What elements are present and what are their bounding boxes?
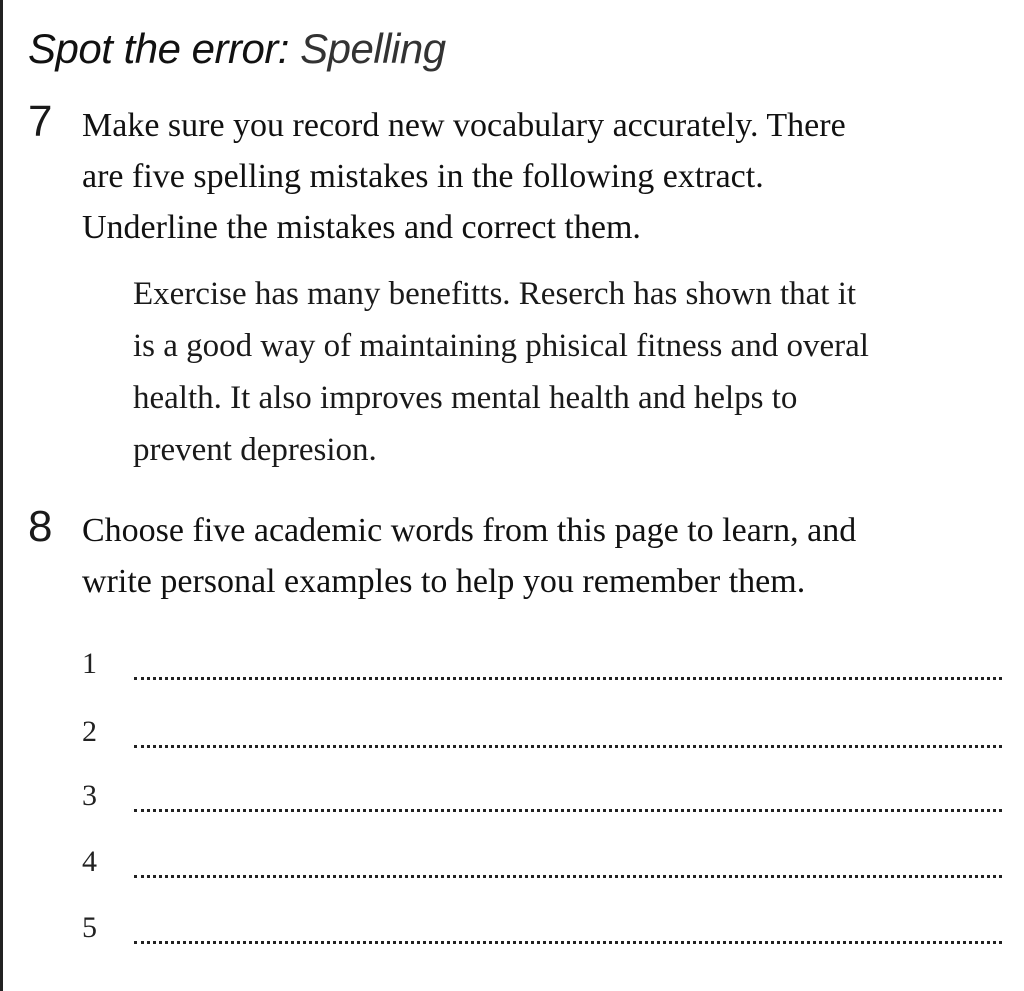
question-7-text <box>82 100 1012 253</box>
dotted-answer-line[interactable] <box>134 941 1002 944</box>
dotted-answer-line[interactable] <box>134 745 1002 748</box>
answer-number: 5 <box>82 911 97 944</box>
question-7-line: are five spelling mistakes in the following extract. <box>82 158 764 195</box>
dotted-answer-line[interactable] <box>134 677 1002 680</box>
dotted-answer-line[interactable] <box>134 875 1002 878</box>
dotted-answer-line[interactable] <box>134 809 1002 812</box>
question-7-line: Make sure you record new vocabulary accurately. There <box>82 107 846 144</box>
answer-line-2[interactable] <box>82 712 1002 752</box>
heading-topic: Spelling <box>300 25 446 72</box>
answer-number: 1 <box>82 647 97 680</box>
answer-line-4[interactable] <box>82 842 1002 882</box>
question-8-line: Choose five academic words from this page to learn, and <box>82 512 857 549</box>
extract-line: prevent depresion. <box>133 432 377 468</box>
answer-number: 3 <box>82 779 97 812</box>
answer-line-3[interactable] <box>82 776 1002 816</box>
answer-number: 2 <box>82 715 97 748</box>
answer-number: 4 <box>82 845 97 878</box>
heading-label: Spot the error: <box>28 25 289 72</box>
answer-line-1[interactable] <box>82 644 1002 684</box>
extract-line: health. It also improves mental health and helps to <box>133 380 798 416</box>
answer-line-5[interactable] <box>82 908 1002 948</box>
question-7-number: 7 <box>28 97 53 146</box>
extract-line: is a good way of maintaining phisical fitness and overal <box>133 328 869 364</box>
extract-line: Exercise has many benefitts. Reserch has shown that it <box>133 276 857 312</box>
question-8-line: write personal examples to help you remember them. <box>82 563 806 600</box>
spelling-extract <box>133 268 1013 476</box>
question-7-line: Underline the mistakes and correct them. <box>82 209 641 246</box>
section-heading <box>28 24 446 74</box>
question-8-text <box>82 505 1012 607</box>
question-8-number: 8 <box>28 502 53 551</box>
page-left-border <box>0 0 3 991</box>
